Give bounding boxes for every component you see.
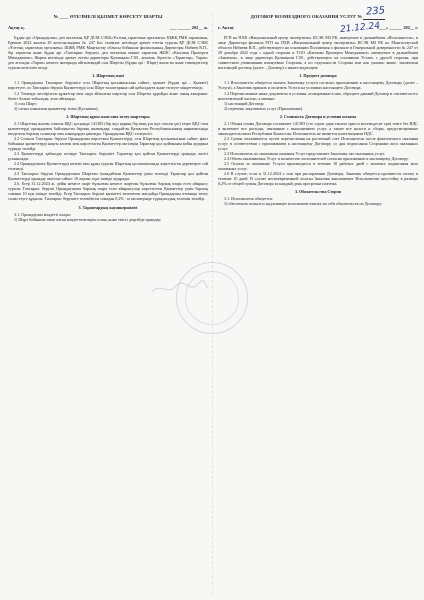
right-section-paragraph: 2.4 Объем оказываемых Услуг и количество исполнителей согласно приложению к настоящему Договору. <box>224 156 409 162</box>
russian-body <box>218 35 418 206</box>
right-section-paragraph: 2.5 Оплата за оказанные Услуги производится в течение 10 рабочих дней с момента подписания акта оказанных услуг. <box>218 161 418 172</box>
right-section-paragraph: 2) перечень закупаемых услуг (Приложение). <box>224 105 304 111</box>
left-section-paragraph: 1.2 Төменде келтірілген құжаттар мен онда айтылған шарттар осы Шартты құрайды және оның ажырамас бөлігі болып табылады, атап айтқанда: <box>8 90 208 101</box>
left-intro-paragraph: Бұдан әрі «Орындаушы» деп аталатын, ҚР ДСМ СЭБК«Ұлттық сараптама орталығы» ШЖҚ РМК тарапынан, Ерекше 2022 жылғы 29 желтоқсандағы № 247 Бас сенімхат негізінде әрекет ететін туралы ҚР ДСМ СЭБК «Ұлттық сараптама орталығы» ШЖҚ РМК Маңғыстау облысы бойынша филиалының Директоры Набиев В.П., бір тараптан және бұдан әрі «Тапсырыс беруші» деп аталатын екінші тараптан ЖШС «Каспиан Проперти Менеджмент» Жарғы негізінде әрекет ететін директоры Қаламқали Г.М., ауызша, бірлесіп «Тараптар», Тарап» деп аталады «Тарап» немесе жоғарыда айтылғандай осы Шартты (бұдан әрі - Шарт) жасасты және төмендегілер туралы келісімге келді: <box>8 35 208 71</box>
right-section-paragraph: 1) настоящий Договор; <box>224 100 265 106</box>
right-section-heading: 2. Стоимость Договора и условия оплаты <box>279 113 357 119</box>
right-section-paragraph: 2.6 В случае, если к 31.12.2024 г. или при расторжении Договора, Заказчик обязуется произвести оплату в течение 10 дней. В случае несвоевременной оплаты Заказчик выплачивает Исполнителю неустойку в размере 0,2% от общей суммы Договора за каждый день просрочки платежа. <box>218 171 418 187</box>
right-section-paragraph: 2.1 Общая сумма Договора составляет 141383 (сто сорок одна тысяча триста восемьдесят три) тенге без НДС и включает все расходы, связанные с выполнением услуг, а также все налоги и сборы, предусмотренные законодательством Республики Казахстан. Исполнитель не является плательщиком НДС. <box>218 120 418 136</box>
signature-scribble <box>150 278 210 298</box>
left-section-paragraph: 2.3 Қызметтерді қабылдау кезінде Тапсырыс берушіге Тараптар қол қойған Қызметтерді орындау актісі ұсынылады. <box>8 151 208 162</box>
left-section-paragraph: 2.5 Тапсырыс беруші Орындаушыға Шарттан туындайтын Қызметтер үшін төлемді Тараптар қол қойған Қызметтерді орындау актісіне сәйкес 10 жұмыс күні ішінде аударады. <box>8 171 208 182</box>
kazakh-city: Ақтау қ. <box>8 25 25 30</box>
right-section-paragraph: 1.2 Перечисленные ниже документы и условия, оговоренные в них, образуют данный Договор и считаются его неотъемлемой частью, а именно: <box>218 90 418 101</box>
kazakh-body <box>8 35 208 222</box>
right-section-paragraph: 2.2 Сумма оплачивается путем перечисления на расчетный счет Исполнителя после фактического оказания услуг, в соответствии с приложением к настоящему Договору, со дня подписания Сторонами акта оказанных услуг. <box>218 135 418 151</box>
russian-column <box>218 14 418 207</box>
kazakh-title: № ____ ӨТЕЛМЕЛІ ҚЫЗМЕТ КӨРСЕТУ ШАРТЫ <box>53 14 163 19</box>
left-section-heading: 3. Тараптардың жауапкершілігі <box>78 204 138 210</box>
russian-city: г. Актау <box>218 25 234 30</box>
left-section-paragraph: 1.1 Орындаушы Тапсырыс берушіге осы Шарттың қосымшасына сәйкес, қызмет (бұдан әрі – Қызмет) көрсетуге, ал Тапсырыс беруші Қызметтерді осы Шарт талаптарына сай қабылдауға және төлеуге міндеттенеді. <box>8 80 208 91</box>
russian-title-text: ДОГОВОР ВОЗМЕЗДНОГО ОКАЗАНИЯ УСЛУГ № <box>250 14 363 19</box>
left-section-paragraph: 2) сатып алынатын қызметтер тізімі (Қосымша); <box>14 105 99 111</box>
left-section-heading: 1. Шарттың мәні <box>92 73 124 79</box>
stamp-watermark <box>176 262 248 334</box>
left-section-paragraph: 2.1 Шарттың жалпы сомасы ҚҚС қосқанда 141383 (бір жүз қырық бір мың үш жүз сексен үш) теңге ҚҚС-пен қызметтерді орындаумен байланысты барлық шығындар, сондай-ақ Қазақстан Республикасының заңнамасында көзделген барлық салықтар мен алымдарды қамтиды. Орындаушы ҚҚС төлеушісі. <box>8 120 208 136</box>
left-section-paragraph: 2.2 Сомасы Тапсырыс беруші Орындаушы көрсеткен Қызметтерді, осы Шарттың қосымшасына сәйкес факт бойынша қызметтерді нақты көлемі мен көрсетілген Қызметтер актілерін Тараптар қол қойғаннан кейін аударым түрінде төлейді. <box>8 135 208 151</box>
right-section-heading: 1. Предмет договора <box>299 73 337 79</box>
left-section-paragraph: 1) Шарт бойынша өзіне алған міндеттемелерін толық және тиісті деңгейде орындау; <box>14 216 162 222</box>
left-section-paragraph: 2.4 Орындаушыға Қызметтерді көлемі мен құны туралы Шарттың қосымшасында көрсетілген деректерге сай төленеді. <box>8 161 208 172</box>
left-section-paragraph: 3.1. Орындаушы міндетті алады: <box>14 211 72 217</box>
kazakh-column <box>8 14 208 222</box>
handwritten-date: 21.12.24 <box>339 20 381 36</box>
kazakh-date: ___ ______ 202__ ж. <box>169 25 208 30</box>
left-section-heading: 2. Шарттың құны және оны төлеу шарттары <box>66 113 150 119</box>
right-section-paragraph: 2.3 Исполнитель по окончании оказания Услуг представляет Заказчику акт оказанных услуг. <box>224 151 385 157</box>
right-section-paragraph: 1.1 Исполнитель обязуется оказать Заказчику услуги согласно приложению к настоящему Договору (далее – Услуги), а Заказчик принять и оплатить Услуги на условиях настоящего Договора. <box>218 80 418 91</box>
kazakh-meta <box>8 25 208 30</box>
left-section-paragraph: 2.6. Егер 31.12.2024 ж. дейін немесе шарт бұзылған немесе шарттан бұзылған барлық өзара есеп айырысу туралы Тапсырыс беруші Орындаушыға барлық өзара есеп айырысулар көрсетілген Қызметтер үшін барлық соманы 10 күн ішінде төлейді. Егер Тапсырыс беруші қызметті төлемеген жағдайда Орындаушы өтемақы төлеу талап етуге құқылы. Тапсырыс берушіге төленбеген сомадан 0,2% - ы мөлшерінде тұрақсыздық төлемін төлейді. <box>8 181 208 202</box>
russian-meta <box>218 25 418 30</box>
right-intro-paragraph: РГП на ПХВ «Национальный центр экспертизы» КСЭК МЗ РК, именуемое в дальнейшем «Исполнитель», в лице Директора филиала РГП на ПХВ «Национальный центр экспертизы» КСЭК МЗ РК по Мангистауской области Набиева В.П., действующего на основании Положения о филиале и Генеральной доверенности № 247 от 29 декабря 2022 года с одной стороны и ТОО «Каспиан Проперти Менеджмент» именуемое в дальнейшем «Заказчик», в лице директора Қаламқали Г.М., действующего на основании Устава, с другой стороны, при совместном упоминании именуемые Стороны, а по отдельности Сторона или как указано выше, заключили настоящий договор (далее – Договор) о нижеследующем: <box>218 35 418 71</box>
right-section-heading: 3. Обязательства Сторон <box>294 189 341 195</box>
russian-date: «___» ______ 202__ г. <box>376 25 418 30</box>
left-section-paragraph: 1) осы Шарт; <box>14 100 38 106</box>
handwritten-contract-number: 235 <box>365 5 386 18</box>
right-section-paragraph: 1) обеспечить полное и надлежащее исполнение взятых на себя обязательств по Договору; <box>224 201 383 207</box>
right-section-paragraph: 3.1. Исполнитель обязуется: <box>224 196 274 202</box>
russian-title <box>218 14 418 20</box>
